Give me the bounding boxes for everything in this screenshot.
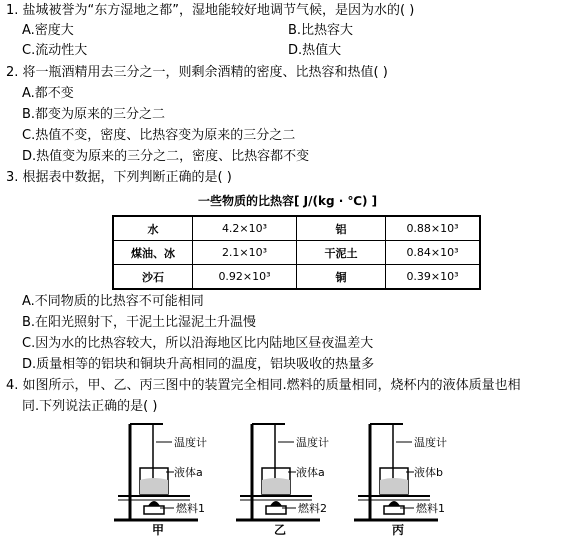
label-thermometer: 温度计 [296,436,329,449]
q4-stem: 4. 如图所示，甲、乙、丙三图中的装置完全相同.燃料的质量相同，烧杯内的液体质量也相 [6,378,521,393]
label-fuel: 燃料2 [298,502,327,515]
specific-heat-table [112,215,481,290]
label-liquid: 液体b [414,466,443,479]
apparatus-yi [236,424,329,537]
label-thermometer: 温度计 [414,436,447,449]
table-cell: 0.88×10³ [386,216,481,241]
q3-option-c: C.因为水的比热容较大，所以沿海地区比内陆地区昼夜温差大 [22,336,374,351]
table-cell: 水 [113,216,193,241]
apparatus-figures [108,420,468,538]
q3-option-a: A.不同物质的比热容不可能相同 [22,294,204,309]
table-cell: 4.2×10³ [193,216,297,241]
table-cell: 铜 [297,265,386,290]
q2-option-c: C.热值不变，密度、比热容变为原来的三分之二 [22,128,296,143]
q3-option-b: B.在阳光照射下，干泥土比湿泥土升温慢 [22,315,257,330]
table-cell: 2.1×10³ [193,241,297,265]
caption-bing: 丙 [392,523,405,537]
table-cell: 沙石 [113,265,193,290]
apparatus-bing [354,424,447,537]
q1-option-b: B.比热容大 [288,23,354,38]
q2-option-b: B.都变为原来的三分之二 [22,107,166,122]
caption-yi: 乙 [274,523,287,537]
q2-option-d: D.热值变为原来的三分之二，密度、比热容都不变 [22,149,310,164]
apparatus-jia [114,424,207,537]
table-cell: 0.39×10³ [386,265,481,290]
table-cell: 干泥土 [297,241,386,265]
q1-stem: 1. 盐城被誉为“东方湿地之都”，湿地能较好地调节气候，是因为水的( ) [6,3,415,18]
q3-option-d: D.质量相等的铝块和铜块升高相同的温度，铝块吸收的热量多 [22,357,375,372]
table-cell: 铝 [297,216,386,241]
q3-stem: 3. 根据表中数据，下列判断正确的是( ) [6,170,232,185]
q1-option-a: A.密度大 [22,23,74,38]
q1-option-c: C.流动性大 [22,43,88,58]
label-fuel: 燃料1 [416,502,445,515]
label-fuel: 燃料1 [176,502,205,515]
table-row [113,265,480,290]
label-liquid: 液体a [174,466,203,479]
q2-stem: 2. 将一瓶酒精用去三分之一，则剩余酒精的密度、比热容和热值( ) [6,65,388,80]
q1-option-d: D.热值大 [288,43,342,58]
table-title: 一些物质的比热容[ J/(kg · ℃) ] [198,194,378,208]
label-thermometer: 温度计 [174,436,207,449]
table-row [113,216,480,241]
table-cell: 0.84×10³ [386,241,481,265]
table-cell: 煤油、冰 [113,241,193,265]
q4-stem-continued: 同.下列说法正确的是( ) [22,399,158,414]
caption-jia: 甲 [152,523,165,537]
table-cell: 0.92×10³ [193,265,297,290]
table-row [113,241,480,265]
q2-option-a: A.都不变 [22,86,74,101]
label-liquid: 液体a [296,466,325,479]
